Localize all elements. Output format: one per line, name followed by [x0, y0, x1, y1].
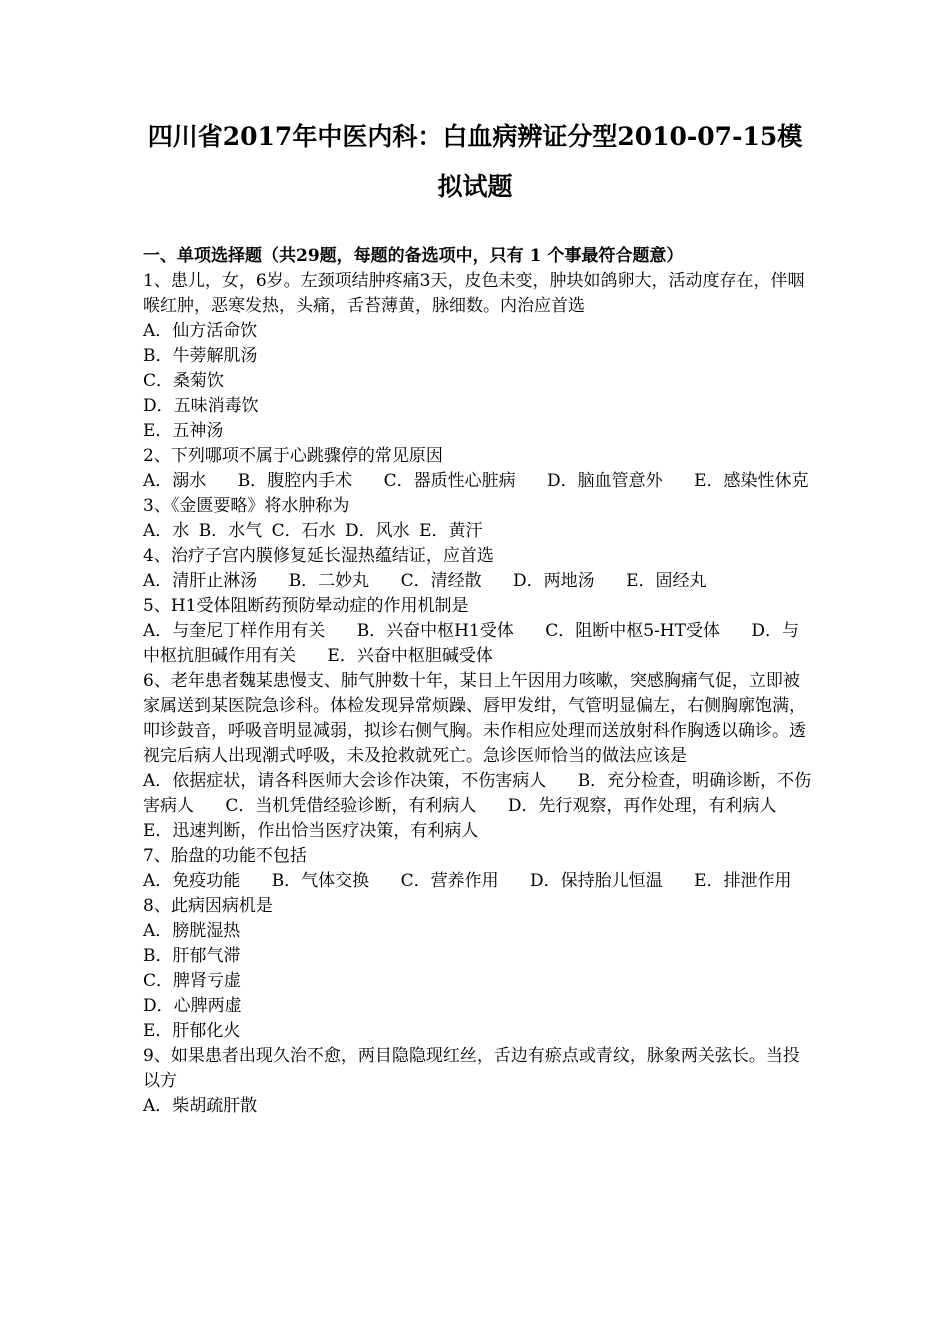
question-8-option-a: A．膀胱湿热: [143, 921, 241, 941]
question-5-options: [143, 619, 813, 669]
question-6-option-a: A．依据症状，请各科医师大会诊作决策，不伤害病人: [143, 771, 547, 791]
question-1-option-a: A．仙方活命饮: [143, 321, 258, 341]
question-5-option-a: A．与奎尼丁样作用有关: [143, 621, 326, 641]
question-8-stem: 8、此病因病机是: [143, 896, 273, 916]
question-5-option-d: D．与中枢抗胆碱作用有关: [143, 621, 800, 666]
question-3-options: [143, 519, 813, 544]
question-2-option-d: D．脑血管意外: [547, 471, 663, 491]
question-8-option-e: E．肝郁化火: [143, 1021, 241, 1041]
question-3-stem: 3、《金匮要略》将水肿称为: [143, 496, 350, 516]
question-7-option-a: A．免疫功能: [143, 871, 241, 891]
question-7-option-b: B．气体交换: [271, 871, 370, 891]
question-3-option-c: C．石水: [271, 521, 336, 541]
question-7-option-e: E．排泄作用: [694, 871, 792, 891]
question-8-option-b: B．肝郁气滞: [143, 946, 241, 966]
question-4-stem: 4、治疗子宫内膜修复延长湿热蕴结证，应首选: [143, 546, 494, 566]
question-7-options: [143, 869, 813, 894]
question-9-stem: 9、如果患者出现久治不愈，两目隐隐现红丝，舌边有瘀点或青纹，脉象两关弦长。当投以方: [143, 1046, 800, 1091]
question-9-option-a: A．柴胡疏肝散: [143, 1096, 258, 1116]
question-3-option-e: E．黄汗: [419, 521, 483, 541]
question-7-option-d: D．保持胎儿恒温: [530, 871, 663, 891]
question-4-option-b: B．二妙丸: [288, 571, 370, 591]
question-7-stem: 7、胎盘的功能不包括: [143, 846, 307, 866]
question-2-option-e: E．感染性休克: [694, 471, 809, 491]
document-title: 四川省2017年中医内科：白血病辨证分型2010-07-15模拟试题: [147, 122, 803, 201]
document-body: [143, 244, 813, 1119]
question-2-stem: 2、下列哪项不属于心跳骤停的常见原因: [143, 446, 443, 466]
question-2-options: [143, 469, 813, 494]
question-8-option-c: C．脾肾亏虚: [143, 971, 242, 991]
question-6-options: [143, 769, 813, 844]
question-2-option-c: C．器质性心脏病: [383, 471, 516, 491]
question-1-option-b: B．牛蒡解肌汤: [143, 346, 258, 366]
question-1-option-e: E．五神汤: [143, 421, 224, 441]
question-4-option-c: C．清经散: [400, 571, 482, 591]
question-1-stem: 1、患儿，女，6岁。左颈项结肿疼痛3天，皮色未变，肿块如鸽卵大，活动度存在，伴咽喉红肿，恶寒发热，头痛，舌苔薄黄，脉细数。内治应首选: [143, 271, 805, 316]
question-1-option-c: C．桑菊饮: [143, 371, 225, 391]
question-6-option-d: D．先行观察，再作处理，有利病人: [507, 796, 777, 816]
question-4-option-e: E．固经丸: [626, 571, 707, 591]
question-4-option-a: A．清肝止淋汤: [143, 571, 258, 591]
section-heading: 一、单项选择题（共29题，每题的备选项中，只有 1 个事最符合题意）: [143, 246, 684, 266]
question-5-option-e: E．兴奋中枢胆碱受体: [327, 646, 493, 666]
question-1-option-d: D．五味消毒饮: [143, 396, 259, 416]
question-6-option-c: C．当机凭借经验诊断，有利病人: [225, 796, 477, 816]
question-3-option-b: B．水气: [198, 521, 263, 541]
question-2-option-b: B．腹腔内手术: [237, 471, 353, 491]
question-7-option-c: C．营养作用: [400, 871, 499, 891]
question-8-option-d: D．心脾两虚: [143, 996, 242, 1016]
question-3-option-d: D．风水: [345, 521, 410, 541]
question-6-stem: 6、老年患者魏某患慢支、肺气肿数十年，某日上午因用力咳嗽，突感胸痛气促，立即被家属送到某医院急诊科。体检发现异常烦躁、唇甲发绀，气管明显偏左，右侧胸廓饱满，叩诊鼓音，呼吸音明显减弱，拟诊右侧气胸。未作相应处理而送放射科作胸透以确诊。透视完后病人出现潮式呼吸，未及抢救就死亡。急诊医师恰当的做法应该是: [143, 671, 806, 766]
question-4-options: [143, 569, 813, 594]
question-6-option-b: B．充分检查，明确诊断，不伤害病人: [143, 771, 812, 816]
question-5-option-b: B．兴奋中枢H1受体: [356, 621, 514, 641]
question-5-stem: 5、H1受体阻断药预防晕动症的作用机制是: [143, 596, 469, 616]
question-3-option-a: A．水: [143, 521, 190, 541]
question-2-option-a: A．溺水: [143, 471, 207, 491]
question-4-option-d: D．两地汤: [513, 571, 595, 591]
question-6-option-e: E．迅速判断，作出恰当医疗决策，有利病人: [143, 821, 479, 841]
question-5-option-c: C．阻断中枢5-HT受体: [545, 621, 720, 641]
